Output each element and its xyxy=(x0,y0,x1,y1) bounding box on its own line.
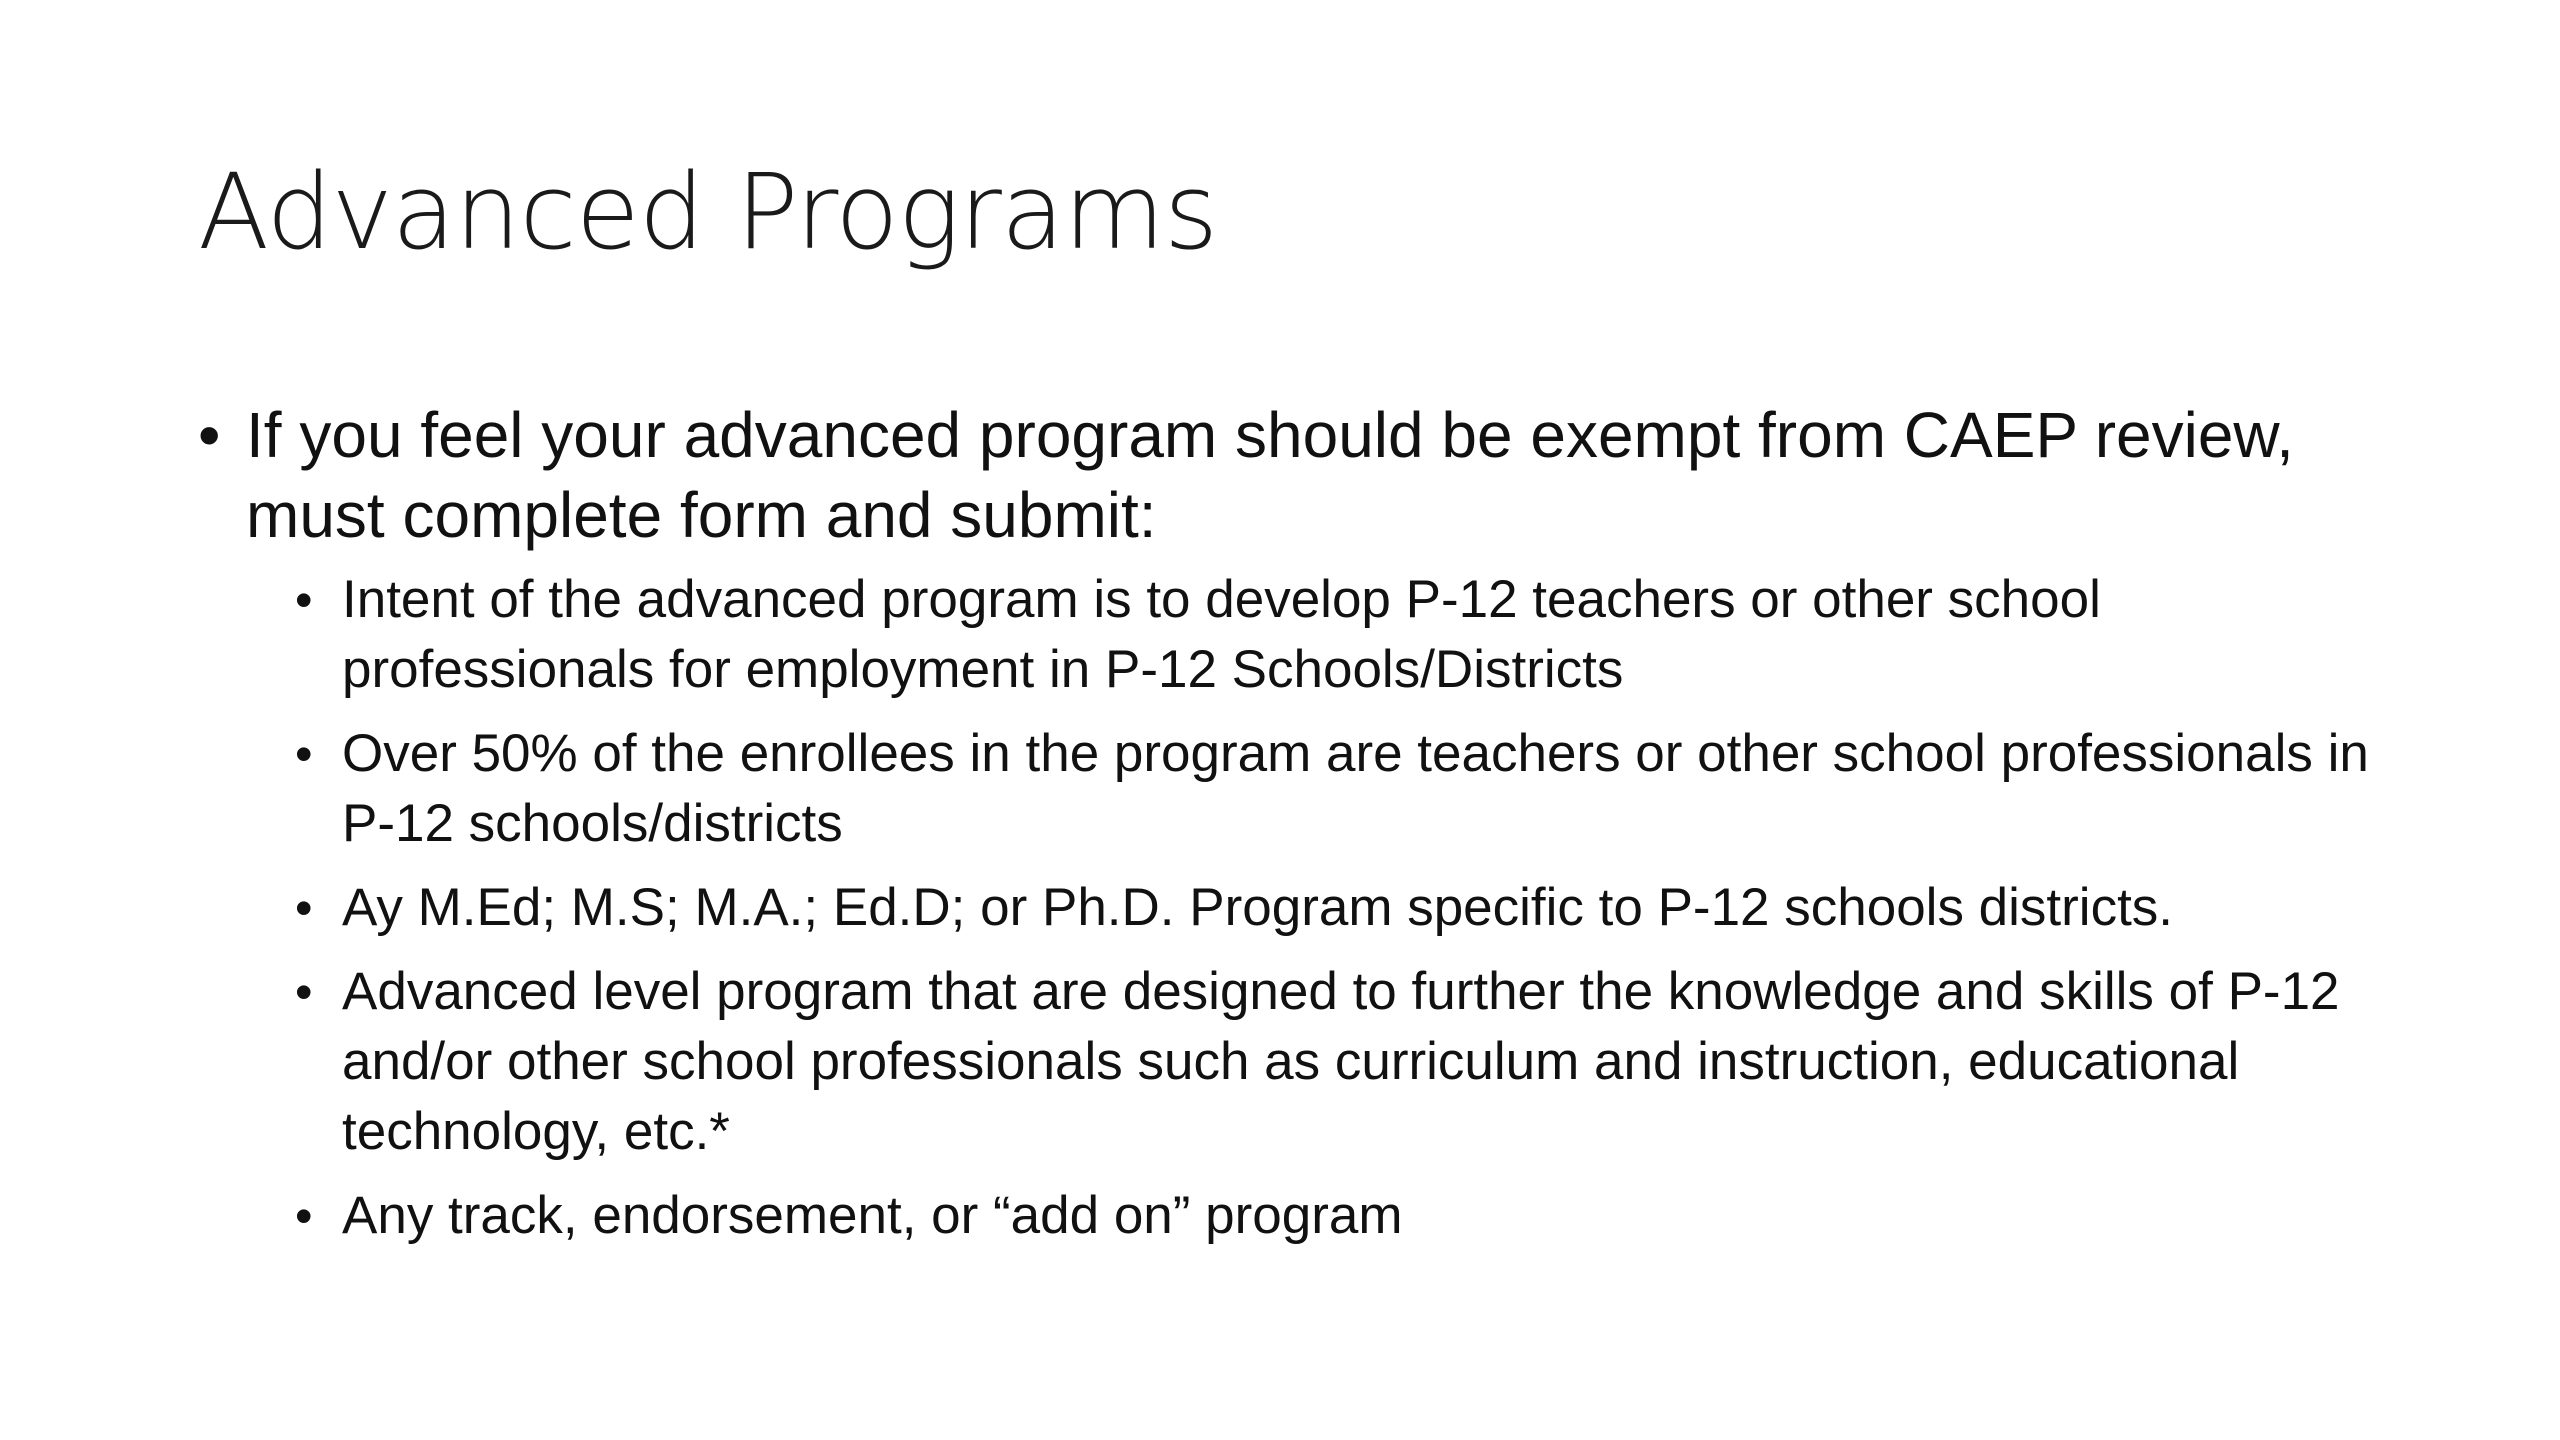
main-bullet-text: If you feel your advanced program should be exempt from CAEP review, must complete form and submit: xyxy=(246,399,2294,551)
sub-bullet-item xyxy=(295,957,2418,1167)
sub-bullet-text: Advanced level program that are designed to further the knowledge and skills of P-12 and/or other school professionals such as curriculum and instruction, educational technology, etc.* xyxy=(342,962,2340,1161)
sub-bullet-item xyxy=(295,1181,2418,1251)
bullet-glyph: • xyxy=(295,880,313,936)
sub-bullet-list xyxy=(198,565,2418,1251)
sub-bullet-item xyxy=(295,565,2418,705)
slide-content xyxy=(198,395,2418,1265)
sub-bullet-text: Over 50% of the enrollees in the program are teachers or other school professionals in P-12 schools/districts xyxy=(342,724,2369,853)
sub-bullet-item xyxy=(295,873,2418,943)
bullet-glyph: • xyxy=(295,964,313,1020)
bullet-glyph: • xyxy=(295,726,313,782)
sub-bullet-text: Any track, endorsement, or “add on” program xyxy=(342,1186,1403,1245)
sub-bullet-item xyxy=(295,719,2418,859)
main-bullet-point xyxy=(198,395,2418,555)
bullet-glyph: • xyxy=(295,1188,313,1244)
slide-title: Advanced Programs xyxy=(198,151,1218,273)
bullet-glyph: • xyxy=(295,572,313,628)
sub-bullet-text: Ay M.Ed; M.S; M.A.; Ed.D; or Ph.D. Program specific to P-12 schools districts. xyxy=(342,878,2174,937)
sub-bullet-text: Intent of the advanced program is to develop P-12 teachers or other school professionals for employment in P-12 Schools/Districts xyxy=(342,570,2101,699)
bullet-glyph: • xyxy=(198,399,221,471)
